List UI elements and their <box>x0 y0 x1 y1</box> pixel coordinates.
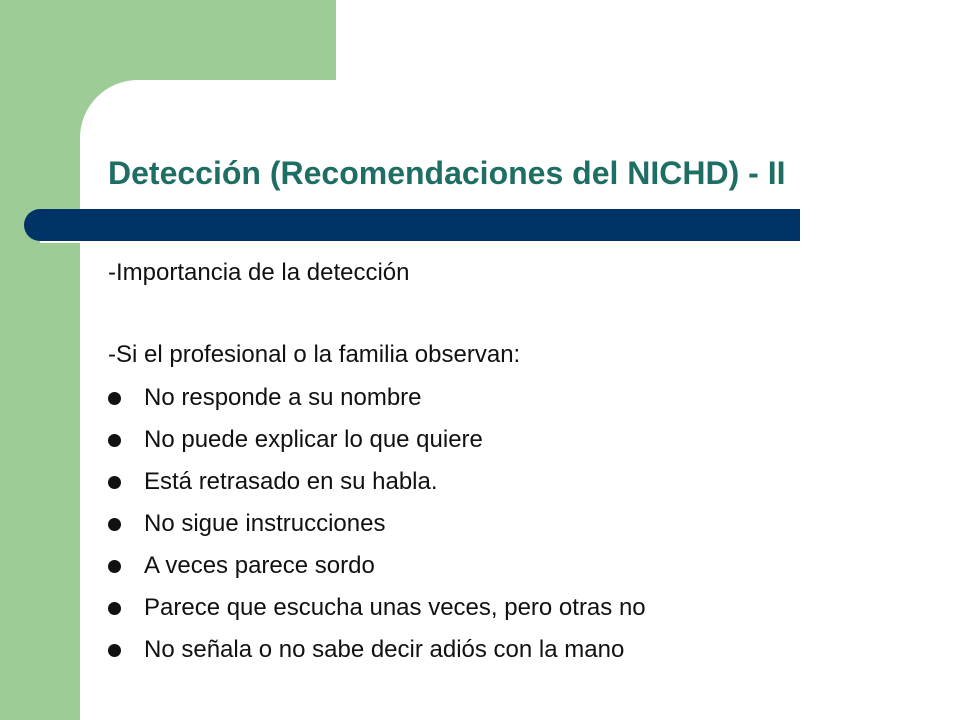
list-item-text: No responde a su nombre <box>144 384 422 411</box>
list-item-text: Parece que escucha unas veces, pero otras no <box>144 594 646 621</box>
list-item-text: No puede explicar lo que quiere <box>144 426 483 453</box>
intro-line-importance: -Importancia de la detección <box>108 259 410 286</box>
bullet-icon <box>108 644 121 657</box>
list-item-text: Está retrasado en su habla. <box>144 468 438 495</box>
bullet-icon <box>108 560 121 573</box>
title-underline-bar <box>24 209 800 241</box>
bullet-icon <box>108 434 121 447</box>
bullet-icon <box>108 602 121 615</box>
intro-line-observation: -Si el profesional o la familia observan: <box>108 341 521 368</box>
slide-title: Detección (Recomendaciones del NICHD) - II <box>108 155 786 191</box>
bullet-icon <box>108 392 121 405</box>
bullet-icon <box>108 476 121 489</box>
list-item-text: No sigue instrucciones <box>144 510 386 537</box>
title-bar-notch <box>40 241 80 243</box>
bullet-icon <box>108 518 121 531</box>
list-item-text: A veces parece sordo <box>144 552 375 579</box>
list-item-text: No señala o no sabe decir adiós con la mano <box>144 636 625 663</box>
